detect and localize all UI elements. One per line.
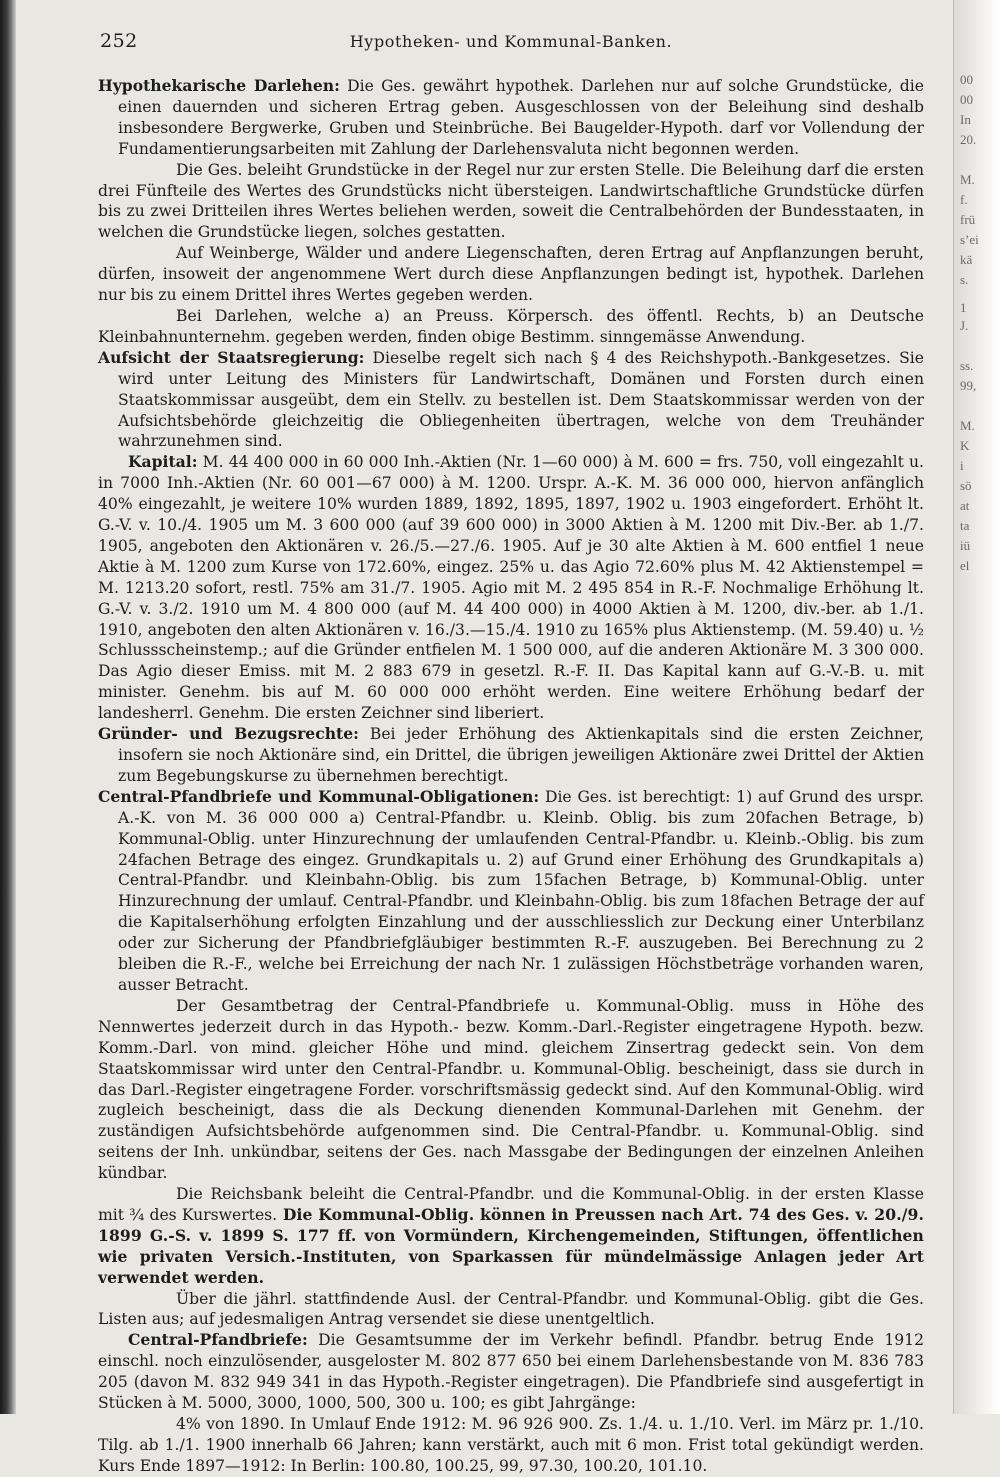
- edge-fragment: iü: [960, 538, 971, 553]
- edge-fragment: ss.: [960, 358, 974, 373]
- paragraph-text: M. 44 400 000 in 60 000 Inh.-Aktien (Nr. 1—60 000) à M. 600 = frs. 750, voll eingezahlt u. in 7000 Inh.-Aktien (Nr. 60 001—67 000) à M. 1200. Urspr. A.-K. M. 36 000 000, hiervon anfänglich 40% eingezahlt, je weitere 10% wurden 1889, 1892, 1895, 1897, 1902 u. 1903 eingefordert. Erhöht lt. G.-V. v. 10./4. 1905 um M. 3 600 000 (auf 39 600 000) in 3000 Aktien à M. 1200 mit Div.-Ber. ab 1./7. 1905, angeboten den Aktionären v. 26./5.—27./6. 1905. Auf je 30 alte Aktien à M. 600 entfiel 1 neue Aktie à M. 1200 zum Kurse von 172.60%, eingez. 25% u. das Agio 72.60% plus M. 42 Aktienstempel = M. 1213.20 sofort, restl. 75% am 31./7. 1905. Agio mit M. 2 495 854 in R.-F. Nochmalige Erhöhung lt. G.-V. v. 3./2. 1910 um M. 4 800 000 (auf M. 44 400 000) in 4000 Aktien à M. 1200, div.-ber. ab 1./1. 1910, angeboten den alten Aktionären v. 16./3.—15./4. 1910 zu 165% plus Aktienstemp. (M. 59.40) u. ½ Schlussscheinstemp.; auf die Gründer entfielen M. 1 500 000, auf die anderen Aktionäre M. 3 300 000. Das Agio dieser Emiss. mit M. 2 883 679 in gesetzl. R.-F. II. Das Kapital kann auf G.-V.-B. u. mit minister. Genehm. bis auf M. 60 000 000 erhöht werden. Eine weitere Erhöhung bedarf der landesherrl. Genehm. Die ersten Zeichner sind liberiert.: [98, 453, 924, 723]
- paragraph-text: Die Ges. gewährt hypothek. Darlehen nur auf solche Grundstücke, die einen dauernden und sicheren Ertrag geben. Ausgeschlossen von der Beleihung sind deshalb insbesondere Bergwerke, Gruben und Steinbrüche. Bei Baugelder-Hypoth. darf vor Vollendung der Fundamentierungsarbeiten mit Zahlung der Darlehensvaluta nicht begonnen werden.: [118, 77, 925, 158]
- book-binding-shadow: [0, 0, 16, 1414]
- paragraph-text: Der Gesamtbetrag der Central-Pfandbriefe u. Kommunal-Oblig. muss in Höhe des Nennwertes jederzeit durch in das Hypoth.- bezw. Komm.-Darl.-Register eingetragene Hypoth. bezw. Komm.-Darl. von mind. gleicher Höhe und mind. gleichem Zinsertrag gedeckt sein. Von dem Staatskommissar wird unter den Central-Pfandbr. u. Kommunal-Oblig. bescheinigt, dass sie durch in das Darl.-Register eingetragene Forder. vorschriftsmässig gedeckt sind. Auf den Kommunal-Oblig. wird zugleich bescheinigt, dass die als Deckung dienenden Kommunal-Darlehen mit Genehm. der zuständigen Aufsichtsbehörde aufgenommen sind. Die Central-Pfandbr. u. Kommunal-Oblig. sind seitens der Inh. unkündbar, seitens der Ges. nach Massgabe der Bedingungen der einzelnen Anleihen kündbar.: [98, 996, 924, 1183]
- page-number: 252: [100, 30, 138, 52]
- paragraph-gesamtbetrag: [98, 996, 924, 1184]
- section-heading: Central-Pfandbriefe und Kommunal-Obligationen:: [98, 786, 540, 806]
- edge-fragment: J.: [960, 318, 969, 333]
- edge-fragment: s.: [960, 272, 969, 287]
- paragraph-weinberge: [98, 243, 924, 306]
- section-heading: Kapital:: [128, 452, 198, 472]
- edge-fragment: M.: [960, 418, 975, 433]
- adjacent-page-edge: [953, 0, 1000, 1414]
- body-text: [98, 76, 924, 1477]
- paragraph-reichsbank: [98, 1184, 924, 1289]
- edge-fragment: i: [960, 458, 964, 473]
- edge-fragment: f.: [960, 192, 968, 207]
- paragraph-text: Die Ges. ist berechtigt: 1) auf Grund des urspr. A.-K. von M. 36 000 000 a) Central-Pfandbr. u. Kleinb. Oblig. bis zum 20fachen Betrage, b) Kommunal-Oblig. unter Hinzurechnung der umlaufenden Central-Pfandbr. u. Kleinb.-Oblig. bis zum 24fachen Betrage des eingez. Grundkapitals u. 2) auf Grund einer Erhöhung des Grundkapitals a) Central-Pfandbr. und Kleinbahn-Oblig. bis zum 15fachen Betrage, b) Kommunal-Oblig. unter Hinzurechnung der umlauf. Central-Pfandbr. und Kleinbahn-Oblig. bis zum 18fachen Betrage der auf die Kapitalserhöhung erfolgten Einzahlung und der ausschliesslich zur Deckung einer Unterbilanz oder zur Sicherung der Pfandbriefgläubiger bestimmten R.-F. auszugeben. Bei Berechnung zu 2 bleiben die R.-F., welche bei Erreichung der nach Nr. 1 zulässigen Höchstbeträge vorhanden waren, ausser Betracht.: [118, 787, 924, 994]
- page-header: [98, 30, 924, 60]
- paragraph-jahrgang-1890: [98, 1414, 924, 1477]
- edge-fragment: In: [960, 112, 971, 127]
- emphasized-text: Die Kommunal-Oblig. können in Preussen nach Art. 74 des Ges. v. 20./9. 1899 G.-S. v. 1899 S. 177 ff. von Vormündern, Kirchengemeinden, Stiftungen, öffentlichen wie privaten Versich.-Instituten, von Sparkassen für mündelmässige Anlagen jeder Art verwendet werden.: [98, 1204, 925, 1287]
- running-title: Hypotheken- und Kommunal-Banken.: [349, 32, 673, 51]
- edge-fragment: 00: [960, 72, 973, 87]
- paragraph-text: Die Reichsbank beleiht die Central-Pfandbr. und die Kommunal-Oblig. in der ersten Klasse mit ¾ des Kurswertes.: [98, 1185, 924, 1224]
- paragraph-text: Dieselbe regelt sich nach § 4 des Reichshypoth.-Bankgesetzes. Sie wird unter Leitung des Ministers für Landwirtschaft, Domänen und Forsten durch einen Staatskommissar ausgeübt, dem ein Stellv. zu bestellen ist. Dem Staatskommissar werden von der Aufsichtsbehörde gleichzeitig die Obliegenheiten übertragen, welche von dem Treuhänder wahrzunehmen sind.: [118, 348, 924, 451]
- section-heading: Gründer- und Bezugsrechte:: [98, 724, 359, 744]
- paragraph-kapital: [98, 452, 924, 724]
- paragraph-central-pfandbriefe: [98, 1330, 924, 1414]
- paragraph-central-pfandbriefe-kommunal: [98, 787, 924, 996]
- paragraph-text: Bei jeder Erhöhung des Aktienkapitals sind die ersten Zeichner, insofern sie noch Aktionäre sind, ein Drittel, die übrigen jeweiligen Aktionäre zwei Drittel der Aktien zum Begebungskurse zu übernehmen berechtigt.: [118, 725, 925, 785]
- paragraph-text: Über die jährl. stattfindende Ausl. der Central-Pfandbr. und Kommunal-Oblig. gibt die Ges. Listen aus; auf jedesmaligen Antrag versendet sie diese unentgeltlich.: [98, 1289, 924, 1329]
- paragraph-aufsicht: [98, 348, 924, 453]
- edge-fragment: 99,: [960, 378, 977, 393]
- paragraph-auslosung: [98, 1289, 924, 1331]
- edge-fragment: el: [960, 558, 970, 573]
- edge-fragment: kä: [960, 252, 973, 267]
- section-heading: Central-Pfandbriefe:: [128, 1330, 308, 1350]
- paragraph-text: Die Gesamtsumme der im Verkehr befindl. Pfandbr. betrug Ende 1912 einschl. noch einzulösender, ausgeloster M. 802 877 650 bei einem Darlehensbestande von M. 836 783 205 (davon M. 832 949 341 in das Hypoth.-Register eingetragen). Die Pfandbriefe sind ausgefertigt in Stücken à M. 5000, 3000, 1000, 500, 300 u. 100; es gibt Jahrgänge:: [98, 1331, 924, 1413]
- document-page: [98, 30, 925, 1475]
- edge-fragment: at: [960, 498, 970, 513]
- paragraph-darlehen-koerpersch: [98, 306, 924, 348]
- paragraph-text: Die Ges. beleiht Grundstücke in der Regel nur zur ersten Stelle. Die Beleihung darf die ersten drei Fünfteile des Wertes des Grundstücks nicht übersteigen. Landwirtschaftliche Grundstücke dürfen bis zu zwei Dritteilen ihres Wertes beliehen werden, soweit die Centralbehörden der Bundesstaaten, in welchen die Grundstücke liegen, solches gestatten.: [98, 160, 924, 242]
- edge-fragment: sö: [960, 478, 972, 493]
- edge-fragment: ta: [960, 518, 970, 533]
- paragraph-gruender-bezugsrechte: [98, 724, 924, 787]
- edge-fragment: 1: [960, 300, 967, 315]
- paragraph-text: Bei Darlehen, welche a) an Preuss. Körpersch. des öffentl. Rechts, b) an Deutsche Kleinbahnunternehm. gegeben werden, finden obige Bestimm. sinngemässe Anwendung.: [98, 306, 924, 346]
- edge-fragment: 20.: [960, 132, 977, 147]
- edge-fragment: s’ei: [960, 232, 979, 247]
- edge-fragment: K: [960, 438, 970, 453]
- paragraph-text: Auf Weinberge, Wälder und andere Liegenschaften, deren Ertrag auf Anpflanzungen beruht, dürfen, insoweit der angenommene Wert durch diese Anpflanzungen bedingt ist, hypothek. Darlehen nur bis zu einem Drittel ihres Wertes gegeben werden.: [98, 244, 924, 305]
- paragraph-beleihung: [98, 160, 924, 244]
- section-heading: Hypothekarische Darlehen:: [98, 76, 340, 95]
- edge-fragment: M.: [960, 172, 975, 187]
- edge-fragment: 00: [960, 92, 973, 107]
- section-heading: Aufsicht der Staatsregierung:: [98, 347, 365, 367]
- paragraph-hypothekarische-darlehen: [98, 76, 924, 160]
- edge-fragment: frü: [960, 212, 976, 227]
- paragraph-text: 4% von 1890. In Umlauf Ende 1912: M. 96 926 900. Zs. 1./4. u. 1./10. Verl. im März pr. 1./10. Tilg. ab 1./1. 1900 innerhalb 66 Jahren; kann verstärkt, auch mit 6 mon. Frist total gekündigt werden. Kurs Ende 1897—1912: In Berlin: 100.80, 100.25, 99, 97.30, 100.20, 101.10.: [98, 1415, 924, 1475]
